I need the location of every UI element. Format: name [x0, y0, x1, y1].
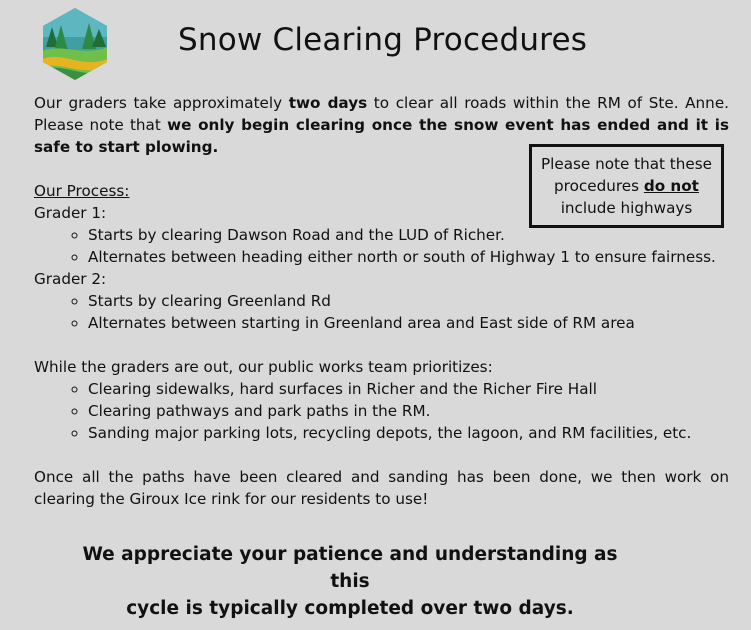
grader2-label: Grader 2:	[34, 270, 107, 288]
list-item: ◦ Alternates between heading either north or south of Highway 1 to ensure fairness.	[88, 246, 729, 268]
rm-logo-icon	[42, 7, 108, 81]
note-line-3: include highways	[560, 199, 693, 217]
intro-text-2: to clear all roads within the RM of Ste. Anne. Please note that	[34, 94, 729, 134]
page-title: Snow Clearing Procedures	[178, 22, 588, 58]
intro-text-1: Our graders take approximately	[34, 94, 289, 112]
closing-message	[70, 541, 630, 622]
list-item: ◦ Clearing sidewalks, hard surfaces in Richer and the Richer Fire Hall	[88, 378, 729, 400]
grader1-label: Grader 1:	[34, 204, 107, 222]
list-item: ◦ Clearing pathways and park paths in the RM.	[88, 400, 729, 422]
grader1-list	[34, 224, 729, 268]
list-item: ◦ Alternates between starting in Greenland area and East side of RM area	[88, 312, 729, 334]
list-item: ◦ Starts by clearing Dawson Road and the LUD of Richer.	[88, 224, 729, 246]
highway-note-box	[529, 144, 724, 228]
intro-bold-1: two days	[288, 94, 368, 112]
intro-bold-2: we only begin clearing once the snow event has ended and it is safe to start plowing.	[34, 116, 730, 156]
closing-line-1: We appreciate your patience and understanding as this	[82, 544, 618, 592]
list-item: ◦ Sanding major parking lots, recycling depots, the lagoon, and RM facilities, etc.	[88, 422, 729, 444]
process-heading: Our Process:	[34, 182, 130, 200]
outro-paragraph: Once all the paths have been cleared and sanding has been done, we then work on clearing the Giroux Ice rink for our residents to use!	[34, 468, 729, 508]
note-line-2	[532, 175, 721, 197]
public-works-list	[34, 378, 729, 444]
note-emphasis: do not	[643, 177, 699, 195]
list-item: ◦ Starts by clearing Greenland Rd	[88, 290, 729, 312]
grader2-list	[34, 290, 729, 334]
closing-line-2: cycle is typically completed over two days.	[126, 598, 574, 619]
public-works-lead: While the graders are out, our public works team prioritizes:	[34, 358, 493, 376]
note-line-1: Please note that these	[540, 155, 712, 173]
note-text: procedures	[554, 177, 644, 195]
